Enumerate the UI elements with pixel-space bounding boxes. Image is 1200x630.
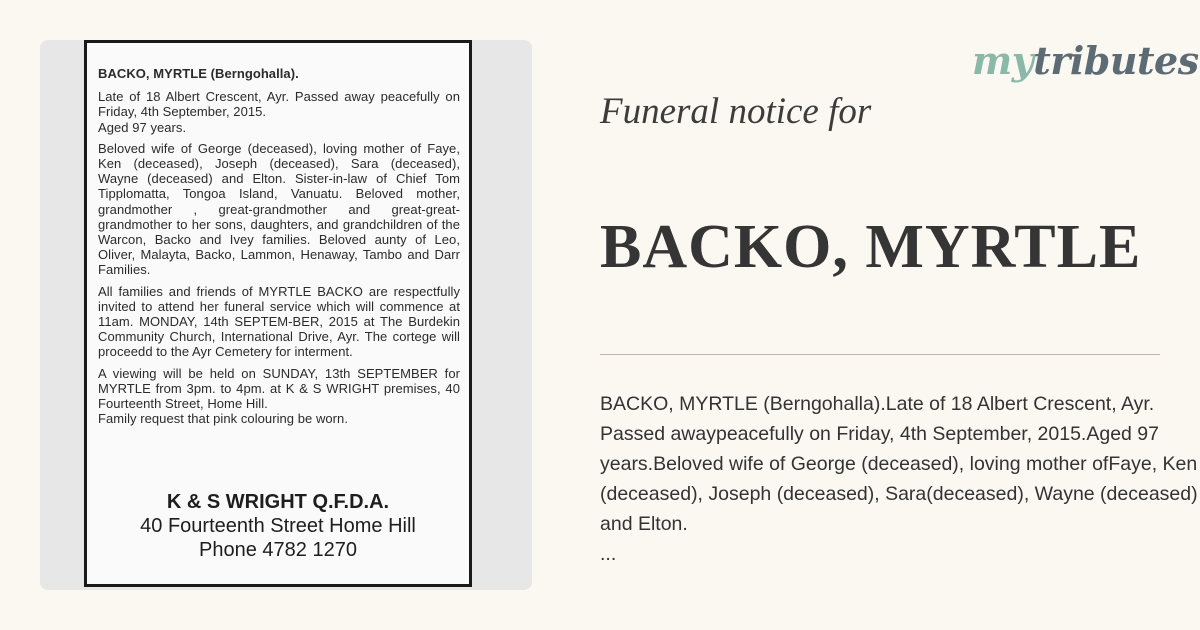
funeral-director-name: K & S WRIGHT Q.F.D.A. <box>166 491 390 513</box>
excerpt-ellipsis: ... <box>600 543 617 565</box>
notice-paragraph: A viewing will be held on SUNDAY, 13th SEPTEMBER for MYRTLE from 3pm. to 4pm. at K & S WRIGHT premises, 40 Fourteenth Street, Home Hill. Family request that pink colouring be worn. <box>98 365 460 427</box>
logo-tributes: tributes <box>1033 38 1199 83</box>
excerpt-text: BACKO, MYRTLE (Berngohalla).Late of 18 Albert Crescent, Ayr. Passed awaypeacefully on Friday, 4th September, 2015.Aged 97 years.Beloved wife of George (deceased), loving mother ofFaye, Ken (deceased), Joseph (deceased), Sara(deceased), Wayne (deceased) and Elton. <box>600 393 1198 535</box>
notice-paragraph: Beloved wife of George (deceased), loving mother of Faye, Ken (deceased), Joseph (deceased), Sara (deceased), Wayne (deceased) and Elton. Sister-in-law of Chief Tom Tipplomatta, Tongoa Island, Vanuatu. Beloved mother, grandmother , great-grandmother and great-great-grandmother to her sons, daughters, and grandchildren of the Warcon, Backo and Ivey families. Beloved aunty of Leo, Oliver, Malayta, Backo, Lammon, Henaway, Tambo and Darr Families. <box>98 140 460 278</box>
funeral-director-phone: Phone 4782 1270 <box>199 539 357 561</box>
notice-image-panel <box>40 40 532 590</box>
notice-paragraph: All families and friends of MYRTLE BACKO are respectfully invited to attend her funeral service which will commence at 11am. MONDAY, 14th SEPTEM-BER, 2015 at The Burdekin Community Church, International Drive, Ayr. The cortege will proceedd to the Ayr Cemetery for interment. <box>98 283 460 360</box>
divider <box>600 354 1160 355</box>
page-subtitle: Funeral notice for <box>600 91 872 132</box>
deceased-name: BACKO, MYRTLE <box>600 213 1142 281</box>
funeral-director-block <box>84 490 472 562</box>
notice-paragraph: Late of 18 Albert Crescent, Ayr. Passed away peacefully on Friday, 4th September, 2015. Aged 97 years. <box>98 89 460 135</box>
funeral-director-address: 40 Fourteenth Street Home Hill <box>140 515 416 537</box>
mytributes-logo[interactable] <box>972 38 1199 83</box>
notice-excerpt <box>600 389 1200 569</box>
notice-heading: BACKO, MYRTLE (Berngohalla). <box>98 66 299 81</box>
logo-my: my <box>972 38 1034 83</box>
notice-body <box>98 66 460 432</box>
